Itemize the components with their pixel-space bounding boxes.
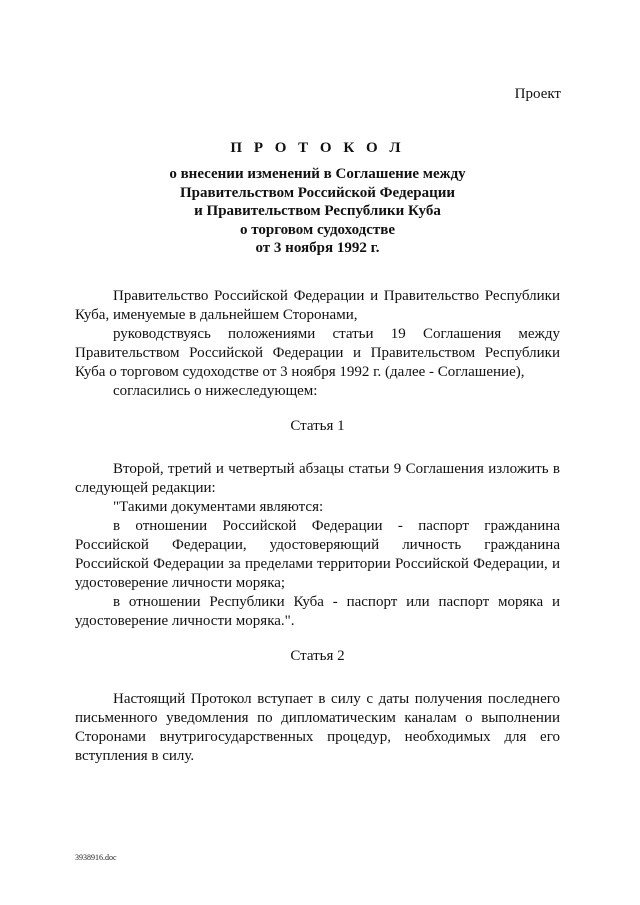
title-block [75, 139, 560, 258]
article-1-paragraph: Второй, третий и четвертый абзацы статьи 9 Соглашения изложить в следующей редакции: [75, 461, 560, 496]
title-line: Правительством Российской Федерации [179, 184, 456, 201]
title-line: о внесении изменений в Соглашение между [169, 166, 466, 182]
footer-filename: 3938916.doc [75, 853, 117, 862]
preamble-paragraph: руководствуясь положениями статьи 19 Соглашения между Правительством Российской Федерации и Правительством Республики Куба о торговом судоходстве от 3 ноября 1992 г. (далее - Соглашение), [75, 326, 560, 380]
title-line: и Правительством Республики Куба [194, 203, 441, 219]
preamble-paragraph: Правительство Российской Федерации и Правительство Республики Куба, именуемые в дальнейшем Сторонами, [75, 288, 560, 323]
article-1-paragraph: в отношении Российской Федерации - паспорт гражданина Российской Федерации, удостоверяющий личность гражданина Российской Федерации за пределами территории Российской Федерации, и удостоверение личности моряка; [75, 518, 560, 591]
article-1-heading: Статья 1 [290, 418, 345, 434]
title-line: о торговом судоходстве [239, 221, 396, 238]
article-1-paragraph: в отношении Республики Куба - паспорт или паспорт моряка и удостоверение личности моряка.". [75, 594, 560, 629]
article-2-heading: Статья 2 [290, 648, 345, 664]
preamble-paragraph: согласились о нижеследующем: [113, 383, 318, 399]
article-1-paragraph: "Такими документами являются: [113, 499, 324, 515]
draft-label: Проект [514, 86, 561, 102]
document-body [75, 287, 560, 766]
document-title: П Р О Т О К О Л [230, 140, 405, 156]
title-line: от 3 ноября 1992 г. [255, 240, 380, 256]
article-2-paragraph: Настоящий Протокол вступает в силу с даты получения последнего письменного уведомления по дипломатическим каналам о выполнении Сторонами внутригосударственных процедур, необходимых для его вступления в силу. [75, 691, 560, 764]
